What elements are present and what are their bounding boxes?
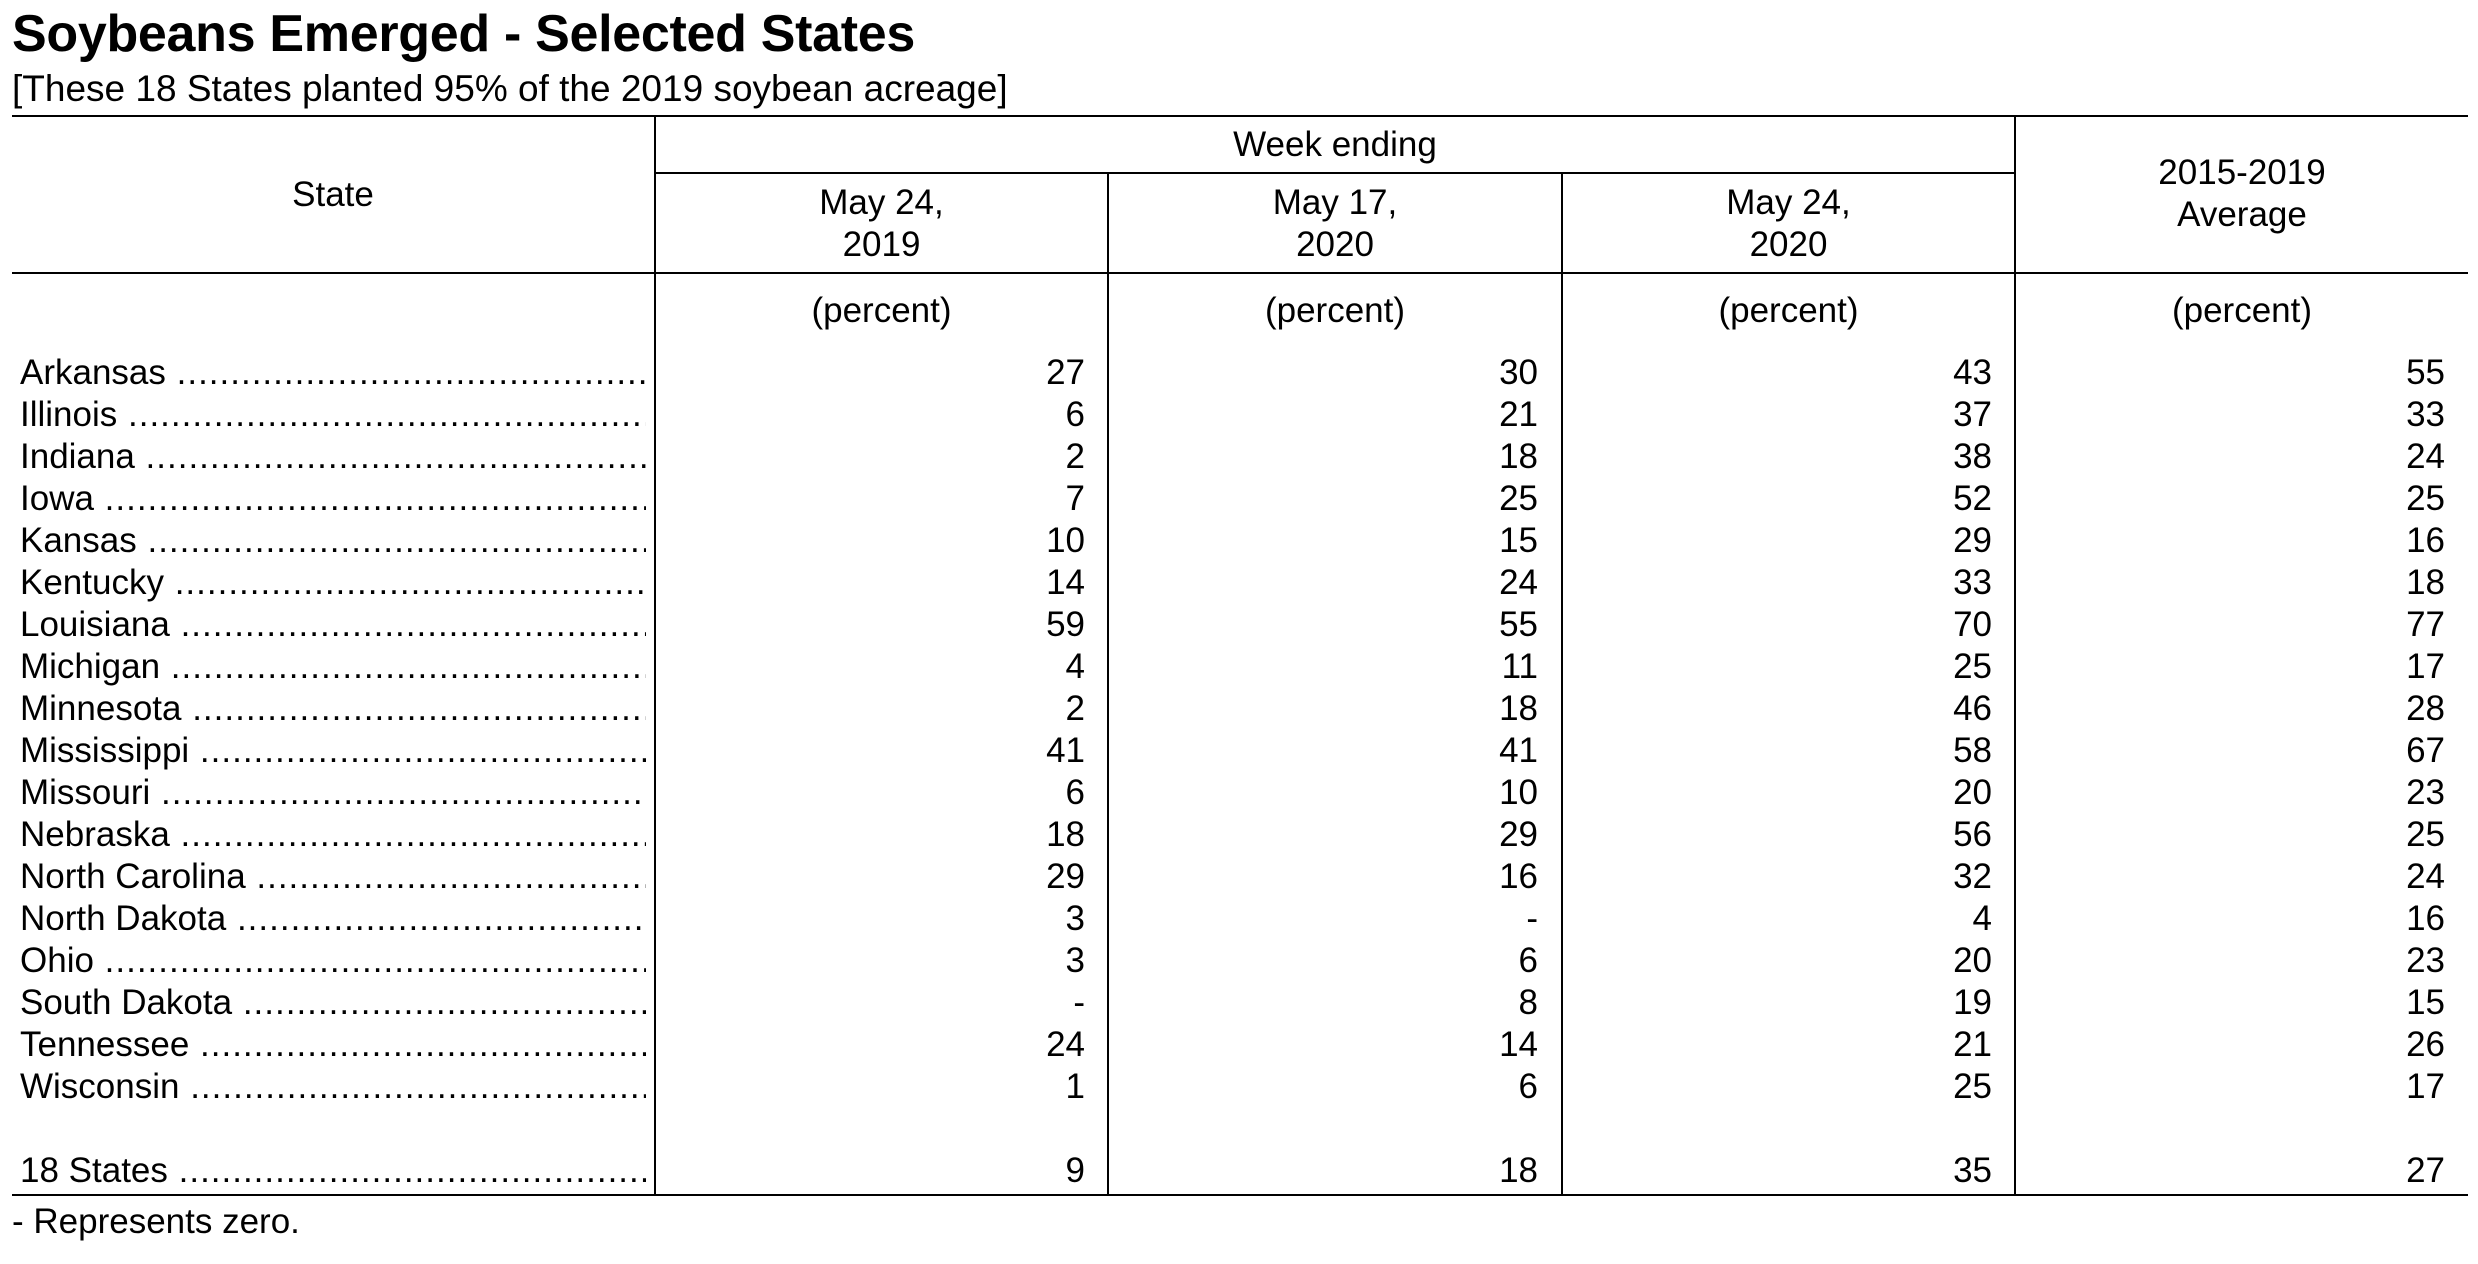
table-row <box>0 772 2460 814</box>
value-average: 24 <box>2406 437 2445 476</box>
week-ending-rule <box>655 172 2015 174</box>
state-name: Mississippi ..... <box>20 730 646 772</box>
unit-label: (percent) <box>2171 291 2313 330</box>
state-name: North Dakota ..... <box>20 898 646 940</box>
state-name: South Dakota ..... <box>20 982 646 1024</box>
table-row <box>0 982 2460 1024</box>
value-average: 25 <box>2406 479 2445 518</box>
table-row <box>0 562 2460 604</box>
value-may24-2020: 70 <box>1953 605 1992 644</box>
value-may24-2019: 6 <box>1065 773 1085 812</box>
header-state: State <box>292 175 374 214</box>
value-may17-2020: 30 <box>1499 353 1538 392</box>
state-name: Minnesota ..... <box>20 688 646 730</box>
value-may24-2020: 37 <box>1953 395 1992 434</box>
value-may17-2020: 14 <box>1499 1025 1538 1064</box>
value-may24-2019: 27 <box>1046 353 1085 392</box>
value-may24-2020: 33 <box>1953 563 1992 602</box>
value-may24-2020: 56 <box>1953 815 1992 854</box>
state-name: North Carolina ..... <box>20 856 646 898</box>
total-may24-2020: 35 <box>1953 1151 1992 1190</box>
header-col-average <box>2016 152 2468 236</box>
value-may17-2020: 29 <box>1499 815 1538 854</box>
header-col2-line1: May 17, <box>1272 183 1398 222</box>
value-average: 23 <box>2406 773 2445 812</box>
value-average: 67 <box>2406 731 2445 770</box>
value-may17-2020: 24 <box>1499 563 1538 602</box>
value-may24-2020: 38 <box>1953 437 1992 476</box>
table-row <box>0 520 2460 562</box>
value-average: 55 <box>2406 353 2445 392</box>
header-col2-line2: 2020 <box>1296 225 1374 264</box>
state-name: Indiana ..... <box>20 436 646 478</box>
value-may24-2020: 20 <box>1953 773 1992 812</box>
state-name: Ohio ..... <box>20 940 646 982</box>
total-row <box>0 1150 2460 1192</box>
value-may24-2020: 46 <box>1953 689 1992 728</box>
state-name: Louisiana ..... <box>20 604 646 646</box>
value-average: 17 <box>2406 1067 2445 1106</box>
table-row <box>0 604 2460 646</box>
value-may24-2019: 41 <box>1046 731 1085 770</box>
value-average: 18 <box>2406 563 2445 602</box>
header-bottom-rule <box>12 272 2468 274</box>
value-may17-2020: 25 <box>1499 479 1538 518</box>
value-may17-2020: 55 <box>1499 605 1538 644</box>
state-name: Kansas ..... <box>20 520 646 562</box>
value-may24-2020: 29 <box>1953 521 1992 560</box>
value-may24-2020: 58 <box>1953 731 1992 770</box>
state-name: Illinois ..... <box>20 394 646 436</box>
state-name: Wisconsin ..... <box>20 1066 646 1108</box>
value-may17-2020: 18 <box>1499 437 1538 476</box>
table-row <box>0 730 2460 772</box>
state-name: Nebraska ..... <box>20 814 646 856</box>
value-may17-2020: 21 <box>1499 395 1538 434</box>
table-row <box>0 478 2460 520</box>
table-row <box>0 898 2460 940</box>
footnote: - Represents zero. <box>12 1202 300 1241</box>
value-may24-2019: 18 <box>1046 815 1085 854</box>
table-row <box>0 856 2460 898</box>
value-average: 25 <box>2406 815 2445 854</box>
unit-label: (percent) <box>1264 291 1406 330</box>
value-may17-2020: 11 <box>1501 647 1538 686</box>
value-may24-2019: 24 <box>1046 1025 1085 1064</box>
value-average: 16 <box>2406 899 2445 938</box>
value-may17-2020: 6 <box>1518 1067 1538 1106</box>
value-may17-2020: 8 <box>1518 983 1538 1022</box>
total-label: 18 States ..... <box>20 1150 646 1192</box>
value-may17-2020: 41 <box>1499 731 1538 770</box>
table-row <box>0 1024 2460 1066</box>
table-row <box>0 688 2460 730</box>
value-may24-2020: 25 <box>1953 647 1992 686</box>
value-may24-2019: 59 <box>1046 605 1085 644</box>
table-row <box>0 436 2460 478</box>
total-average: 27 <box>2406 1151 2445 1190</box>
total-may24-2019: 9 <box>1065 1151 1085 1190</box>
header-col1-line2: 2019 <box>842 225 921 264</box>
value-may24-2020: 21 <box>1953 1025 1992 1064</box>
value-average: 15 <box>2406 983 2445 1022</box>
state-name: Arkansas ..... <box>20 352 646 394</box>
value-average: 17 <box>2406 647 2445 686</box>
state-name: Tennessee ..... <box>20 1024 646 1066</box>
state-name: Michigan ..... <box>20 646 646 688</box>
value-average: 16 <box>2406 521 2445 560</box>
value-may24-2019: 29 <box>1046 857 1085 896</box>
total-may17-2020: 18 <box>1499 1151 1538 1190</box>
table-bottom-rule <box>12 1194 2468 1196</box>
value-may24-2019: 7 <box>1065 479 1085 518</box>
value-may24-2019: 2 <box>1065 437 1085 476</box>
header-col-may24-2020 <box>1563 182 2014 266</box>
value-may24-2019: 1 <box>1065 1067 1085 1106</box>
table-row <box>0 394 2460 436</box>
table-row <box>0 1066 2460 1108</box>
header-col3-line2: 2020 <box>1749 225 1828 264</box>
page-title: Soybeans Emerged - Selected States <box>12 5 916 63</box>
value-may24-2019: 6 <box>1065 395 1085 434</box>
unit-label: (percent) <box>1718 291 1859 330</box>
value-may17-2020: - <box>1526 899 1538 938</box>
value-may24-2020: 52 <box>1953 479 1992 518</box>
value-may24-2019: 3 <box>1065 899 1085 938</box>
state-name: Iowa ..... <box>20 478 646 520</box>
value-may24-2020: 20 <box>1953 941 1992 980</box>
page-subtitle: [These 18 States planted 95% of the 2019 soybean acreage] <box>12 68 1008 109</box>
state-name: Missouri ..... <box>20 772 646 814</box>
header-col-may17-2020 <box>1109 182 1561 266</box>
value-may24-2020: 43 <box>1953 353 1992 392</box>
unit-label: (percent) <box>811 291 952 330</box>
value-may24-2020: 32 <box>1953 857 1992 896</box>
value-average: 28 <box>2406 689 2445 728</box>
value-average: 24 <box>2406 857 2445 896</box>
state-name: Kentucky ..... <box>20 562 646 604</box>
value-average: 33 <box>2406 395 2445 434</box>
header-col3-line1: May 24, <box>1726 183 1851 222</box>
value-may17-2020: 6 <box>1518 941 1538 980</box>
value-may24-2020: 25 <box>1953 1067 1992 1106</box>
value-may17-2020: 10 <box>1499 773 1538 812</box>
table-row <box>0 940 2460 982</box>
value-may24-2019: - <box>1073 983 1085 1022</box>
header-week-ending: Week ending <box>1233 125 1437 164</box>
header-avg-line2: Average <box>2177 195 2307 234</box>
value-average: 26 <box>2406 1025 2445 1064</box>
table-row <box>0 646 2460 688</box>
value-may17-2020: 16 <box>1499 857 1538 896</box>
value-may24-2019: 3 <box>1065 941 1085 980</box>
value-may24-2020: 19 <box>1953 983 1992 1022</box>
header-col1-line1: May 24, <box>819 183 944 222</box>
value-may17-2020: 15 <box>1499 521 1538 560</box>
table-top-rule <box>12 115 2468 117</box>
value-may24-2019: 14 <box>1046 563 1085 602</box>
value-may24-2020: 4 <box>1972 899 1992 938</box>
value-may24-2019: 4 <box>1065 647 1085 686</box>
value-average: 77 <box>2406 605 2445 644</box>
value-may24-2019: 2 <box>1065 689 1085 728</box>
header-col-may24-2019 <box>656 182 1107 266</box>
table-row <box>0 814 2460 856</box>
value-may17-2020: 18 <box>1499 689 1538 728</box>
value-average: 23 <box>2406 941 2445 980</box>
value-may24-2019: 10 <box>1046 521 1085 560</box>
header-avg-line1: 2015-2019 <box>2158 153 2326 192</box>
table-row <box>0 352 2460 394</box>
